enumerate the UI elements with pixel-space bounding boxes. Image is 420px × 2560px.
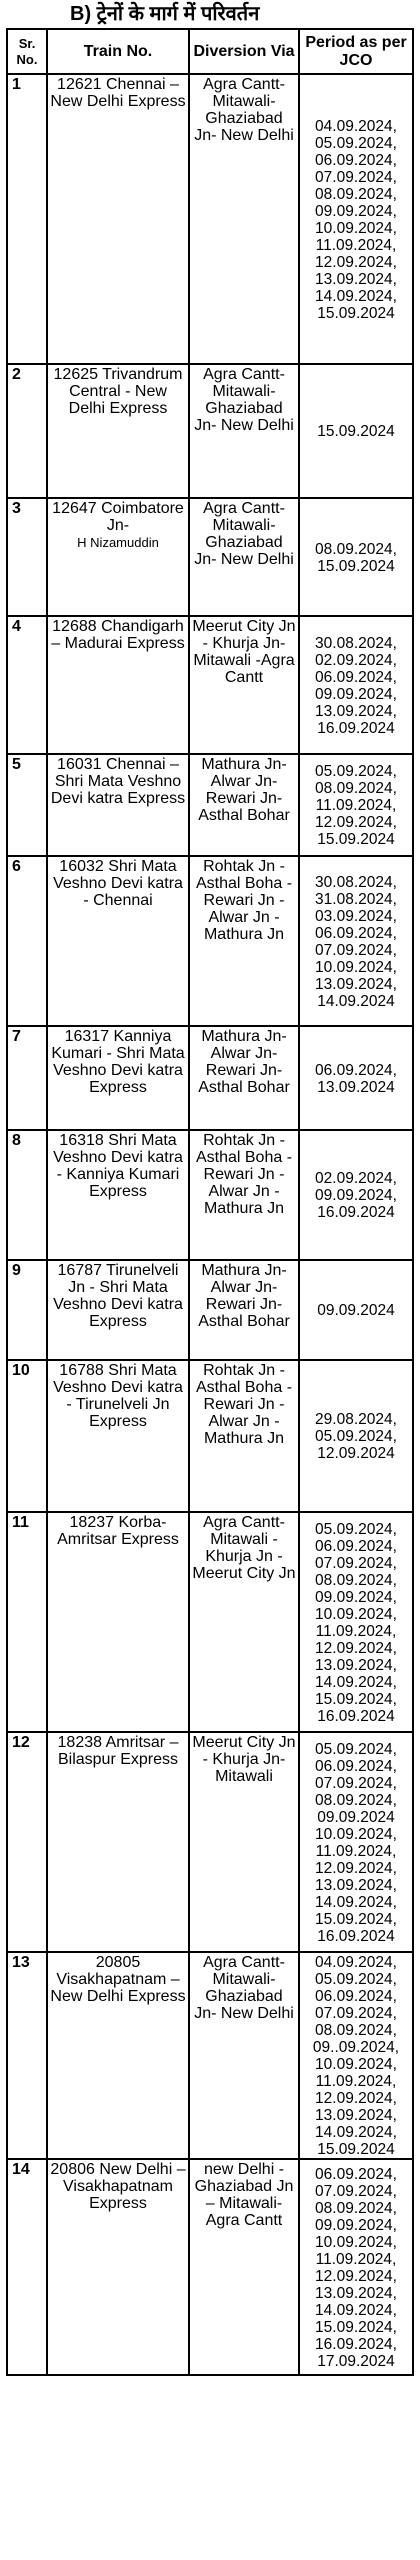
train-name: 16031 Chennai – Shri Mata Veshno Devi katra Express <box>50 756 186 807</box>
table-row <box>7 1130 413 1260</box>
table-row <box>7 364 413 498</box>
table-row <box>7 2159 413 2375</box>
table-row <box>7 1260 413 1360</box>
cell-train-no <box>47 498 189 616</box>
table-row <box>7 1026 413 1130</box>
train-name: 12647 Coimbatore Jn- <box>52 500 184 534</box>
table-row <box>7 498 413 616</box>
cell-train-no <box>47 1512 189 1732</box>
train-name: 16318 Shri Mata Veshno Devi katra - Kanniya Kumari Express <box>53 1132 183 1200</box>
cell-period: 05.09.2024, 06.09.2024, 07.09.2024, 08.09.2024, 09.09.2024 10.09.2024, 11.09.2024, 12.09.2024, 13.09.2024, 14.09.2024, 15.09.2024, 16.09.2024 <box>299 1732 413 1952</box>
section-title: B) ट्रेनों के मार्ग में परिवर्तन <box>70 3 260 25</box>
train-name: 12688 Chandigarh – Madurai Express <box>51 618 185 652</box>
cell-period: 04.09.2024, 05.09.2024, 06.09.2024, 07.09.2024, 08.09.2024, 09.09.2024, 10.09.2024, 11.09.2024, 12.09.2024, 13.09.2024, 14.09.2024, 15.09.2024 <box>299 74 413 364</box>
cell-period: 02.09.2024, 09.09.2024, 16.09.2024 <box>299 1130 413 1260</box>
cell-train-no <box>47 1026 189 1130</box>
cell-diversion-via: Agra Cantt-Mitawali-Ghaziabad Jn- New Delhi <box>189 364 299 498</box>
table-row <box>7 856 413 1026</box>
cell-sr-no: 13 <box>7 1952 47 2159</box>
train-name-suffix: H Nizamuddin <box>77 535 159 550</box>
cell-sr-no: 12 <box>7 1732 47 1952</box>
cell-train-no <box>47 364 189 498</box>
cell-period: 06.09.2024, 13.09.2024 <box>299 1026 413 1130</box>
train-name: 18237 Korba-Amritsar Express <box>57 1514 179 1548</box>
train-name: 20805 Visakhapatnam – New Delhi Express <box>50 1954 186 2005</box>
cell-period: 05.09.2024, 08.09.2024, 11.09.2024, 12.09.2024, 15.09.2024 <box>299 754 413 856</box>
header-period: Period as per JCO <box>299 29 413 74</box>
table-row <box>7 616 413 754</box>
train-name: 16032 Shri Mata Veshno Devi katra - Chennai <box>53 858 183 909</box>
cell-sr-no: 1 <box>7 74 47 364</box>
cell-sr-no: 10 <box>7 1360 47 1512</box>
table-row <box>7 1732 413 1952</box>
cell-diversion-via: Meerut City Jn - Khurja Jn-Mitawali -Agra Cantt <box>189 616 299 754</box>
cell-diversion-via: Rohtak Jn - Asthal Boha - Rewari Jn - Alwar Jn - Mathura Jn <box>189 1130 299 1260</box>
cell-period: 06.09.2024, 07.09.2024, 08.09.2024, 09.09.2024, 10.09.2024, 11.09.2024, 12.09.2024, 13.09.2024, 14.09.2024, 15.09.2024, 16.09.2024, 17.09.2024 <box>299 2159 413 2375</box>
cell-train-no <box>47 754 189 856</box>
cell-train-no <box>47 856 189 1026</box>
train-name: 16317 Kanniya Kumari - Shri Mata Veshno Devi katra Express <box>51 1028 185 1096</box>
cell-period: 08.09.2024, 15.09.2024 <box>299 498 413 616</box>
cell-sr-no: 9 <box>7 1260 47 1360</box>
cell-diversion-via: Meerut City Jn - Khurja Jn-Mitawali <box>189 1732 299 1952</box>
train-name: 12625 Trivandrum Central - New Delhi Express <box>53 366 183 417</box>
cell-train-no <box>47 1952 189 2159</box>
cell-period: 05.09.2024, 06.09.2024, 07.09.2024, 08.09.2024, 09.09.2024, 10.09.2024, 11.09.2024, 12.09.2024, 13.09.2024, 14.09.2024, 15.09.2024, 16.09.2024 <box>299 1512 413 1732</box>
cell-period: 30.08.2024, 02.09.2024, 06.09.2024, 09.09.2024, 13.09.2024, 16.09.2024 <box>299 616 413 754</box>
cell-sr-no: 5 <box>7 754 47 856</box>
train-name: 16788 Shri Mata Veshno Devi katra - Tirunelveli Jn Express <box>53 1362 183 1430</box>
train-name: 12621 Chennai – New Delhi Express <box>50 76 186 110</box>
cell-diversion-via: Agra Cantt-Mitawali-Ghaziabad Jn- New Delhi <box>189 74 299 364</box>
cell-period: 29.08.2024, 05.09.2024, 12.09.2024 <box>299 1360 413 1512</box>
train-name: 18238 Amritsar – Bilaspur Express <box>57 1734 179 1768</box>
table-row <box>7 1952 413 2159</box>
cell-diversion-via: new Delhi - Ghaziabad Jn – Mitawali-Agra Cantt <box>189 2159 299 2375</box>
header-sr-no: Sr. No. <box>7 29 47 74</box>
table-row <box>7 1360 413 1512</box>
table-row <box>7 1512 413 1732</box>
cell-sr-no: 4 <box>7 616 47 754</box>
cell-period: 09.09.2024 <box>299 1260 413 1360</box>
cell-train-no <box>47 616 189 754</box>
header-train-no: Train No. <box>47 29 189 74</box>
cell-sr-no: 6 <box>7 856 47 1026</box>
cell-train-no <box>47 2159 189 2375</box>
cell-period: 15.09.2024 <box>299 364 413 498</box>
cell-sr-no: 7 <box>7 1026 47 1130</box>
cell-train-no <box>47 1360 189 1512</box>
cell-sr-no: 2 <box>7 364 47 498</box>
cell-sr-no: 3 <box>7 498 47 616</box>
cell-diversion-via: Mathura Jn- Alwar Jn- Rewari Jn- Asthal Bohar <box>189 754 299 856</box>
cell-train-no <box>47 1130 189 1260</box>
train-name: 20806 New Delhi – Visakhapatnam Express <box>50 2161 186 2212</box>
table-header-row <box>7 29 413 74</box>
cell-train-no <box>47 74 189 364</box>
cell-diversion-via: Mathura Jn- Alwar Jn- Rewari Jn- Asthal Bohar <box>189 1026 299 1130</box>
cell-diversion-via: Rohtak Jn - Asthal Boha - Rewari Jn - Alwar Jn - Mathura Jn <box>189 1360 299 1512</box>
cell-period: 04.09.2024, 05.09.2024, 06.09.2024, 07.09.2024, 08.09.2024, 09..09.2024, 10.09.2024, 11.09.2024, 12.09.2024, 13.09.2024, 14.09.2024, 15.09.2024 <box>299 1952 413 2159</box>
cell-train-no <box>47 1260 189 1360</box>
cell-period: 30.08.2024, 31.08.2024, 03.09.2024, 06.09.2024, 07.09.2024, 10.09.2024, 13.09.2024, 14.09.2024 <box>299 856 413 1026</box>
cell-diversion-via: Mathura Jn- Alwar Jn- Rewari Jn- Asthal Bohar <box>189 1260 299 1360</box>
header-diversion-via: Diversion Via <box>189 29 299 74</box>
cell-diversion-via: Agra Cantt-Mitawali-Ghaziabad Jn- New Delhi <box>189 498 299 616</box>
cell-sr-no: 14 <box>7 2159 47 2375</box>
table-body <box>7 74 413 2375</box>
table-row <box>7 74 413 364</box>
cell-diversion-via: Agra Cantt-Mitawali-Ghaziabad Jn- New Delhi <box>189 1952 299 2159</box>
cell-diversion-via: Rohtak Jn - Asthal Boha - Rewari Jn - Alwar Jn - Mathura Jn <box>189 856 299 1026</box>
table-row <box>7 754 413 856</box>
cell-train-no <box>47 1732 189 1952</box>
cell-sr-no: 8 <box>7 1130 47 1260</box>
diversion-table <box>6 28 414 2376</box>
cell-sr-no: 11 <box>7 1512 47 1732</box>
cell-diversion-via: Agra Cantt-Mitawali - Khurja Jn - Meerut City Jn <box>189 1512 299 1732</box>
train-name: 16787 Tirunelveli Jn - Shri Mata Veshno Devi katra Express <box>53 1262 183 1330</box>
